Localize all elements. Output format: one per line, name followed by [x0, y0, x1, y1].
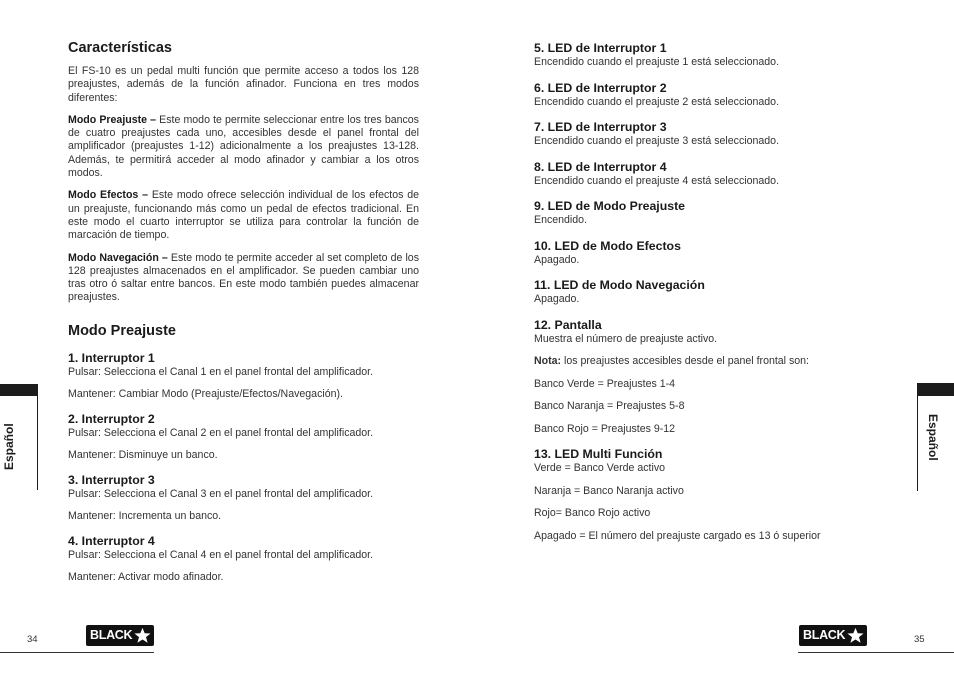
- multi-line: Rojo= Banco Rojo activo: [534, 507, 651, 519]
- led-item-8: [534, 160, 864, 189]
- footer-rule-right: [798, 652, 954, 653]
- brand-logo-text: BLACK: [803, 628, 846, 642]
- mode-label: Modo Navegación –: [68, 251, 168, 264]
- multi-heading: 13. LED Multi Función: [534, 447, 663, 461]
- led-item-11: [534, 278, 864, 307]
- led-item-5: [534, 41, 864, 70]
- note-text: los preajustes accesibles desde el panel frontal son:: [561, 355, 810, 367]
- switch-hold-text: Mantener: Incrementa un banco.: [68, 510, 222, 523]
- footer-rule-left: [0, 652, 154, 653]
- note-line: [534, 355, 864, 369]
- pantalla-heading: 12. Pantalla: [534, 317, 602, 332]
- brand-logo-text: BLACK: [90, 628, 133, 642]
- led-heading: 5. LED de Interruptor 1: [534, 41, 667, 55]
- mode-text: Este modo ofrece selección individual de los efectos de un preajuste, funcionando más como un pedal de efectos tradicional. En este modo el cuarto interruptor se utiliza para controlar la función de marcación de tiempo.: [68, 189, 419, 242]
- switch-item-2: [68, 412, 419, 463]
- led-heading: 10. LED de Modo Efectos: [534, 238, 681, 253]
- section-title-caracteristicas: Características: [68, 40, 172, 56]
- pantalla-text: Muestra el número de preajuste activo.: [534, 332, 718, 345]
- led-item-6: [534, 81, 864, 110]
- switch-press-text: Pulsar: Selecciona el Canal 2 en el panel frontal del amplificador.: [68, 426, 374, 439]
- bank-line: Banco Rojo = Preajustes 9-12: [534, 422, 676, 435]
- led-text: Apagado.: [534, 253, 580, 266]
- switch-heading: 1. Interruptor 1: [68, 350, 155, 365]
- led-item-7: [534, 120, 864, 149]
- switch-item-3: [68, 473, 419, 524]
- mode-paragraph-efectos: [68, 189, 419, 242]
- mode-label: Modo Efectos –: [68, 189, 149, 202]
- led-heading: 9. LED de Modo Preajuste: [534, 199, 686, 213]
- led-text: Encendido cuando el preajuste 4 está seleccionado.: [534, 174, 780, 187]
- page-number-right: 35: [914, 634, 925, 645]
- switch-heading: 4. Interruptor 4: [68, 533, 155, 548]
- mode-paragraph-preajuste: [68, 114, 419, 180]
- pantalla-item: [534, 318, 864, 437]
- page-number-left: 34: [27, 634, 38, 645]
- mode-paragraph-navegacion: [68, 252, 419, 305]
- note-label: Nota:: [534, 355, 562, 367]
- switch-item-4: [68, 534, 419, 585]
- switch-hold-text: Mantener: Cambiar Modo (Preajuste/Efectos/Navegación).: [68, 388, 343, 401]
- brand-logo-left: [86, 625, 154, 646]
- multi-line: Naranja = Banco Naranja activo: [534, 484, 684, 497]
- mode-text: Este modo te permite seleccionar entre los tres bancos de cuatro preajustes cada uno, accesibles desde el panel frontal del amplificador (preajustes 1-12) adicionalmente a los preajustes 13-128. Además, te permitirá acceder al modo afinador y cambiar a los otros modos.: [68, 113, 419, 180]
- star-icon: [134, 627, 151, 644]
- section-title-modo-preajuste: Modo Preajuste: [68, 322, 176, 339]
- right-page-content: [534, 41, 864, 543]
- led-text: Encendido cuando el preajuste 3 está seleccionado.: [534, 135, 780, 147]
- led-heading: 7. LED de Interruptor 3: [534, 120, 667, 134]
- led-heading: 11. LED de Modo Navegación: [534, 278, 705, 292]
- led-item-10: [534, 239, 864, 268]
- bank-line: Banco Verde = Preajustes 1-4: [534, 377, 676, 390]
- switch-heading: 2. Interruptor 2: [68, 411, 155, 426]
- switch-heading: 3. Interruptor 3: [68, 472, 155, 487]
- star-icon: [847, 627, 864, 644]
- switch-press-text: Pulsar: Selecciona el Canal 4 en el panel frontal del amplificador.: [68, 548, 374, 561]
- intro-paragraph: El FS-10 es un pedal multi función que permite acceso a todos los 128 preajustes, además de la función afinador. Funciona en tres modos diferentes:: [68, 65, 419, 104]
- led-heading: 6. LED de Interruptor 2: [534, 80, 667, 95]
- multi-function-item: [534, 447, 864, 543]
- side-tab-right-label: Español: [926, 414, 940, 461]
- mode-label: Modo Preajuste –: [68, 113, 157, 126]
- mode-text: Este modo te permite acceder al set completo de los 128 preajustes almacenados en el amplificador. Se pueden cambiar uno tras otro ó saltar entre bancos. En este modo también puedes almacenar preajustes.: [68, 251, 420, 304]
- switch-item-1: [68, 351, 419, 402]
- side-tab-left-label: Español: [2, 423, 16, 470]
- led-text: Apagado.: [534, 293, 580, 305]
- led-text: Encendido cuando el preajuste 2 está seleccionado.: [534, 95, 780, 108]
- multi-line: Apagado = El número del preajuste cargado es 13 ó superior: [534, 529, 821, 542]
- led-item-9: [534, 199, 864, 228]
- bank-line: Banco Naranja = Preajustes 5-8: [534, 400, 685, 412]
- multi-line: Verde = Banco Verde activo: [534, 462, 666, 474]
- switch-hold-text: Mantener: Activar modo afinador.: [68, 571, 224, 584]
- brand-logo-right: [799, 625, 867, 646]
- led-text: Encendido cuando el preajuste 1 está seleccionado.: [534, 56, 780, 68]
- led-text: Encendido.: [534, 214, 588, 226]
- left-page-content: [68, 40, 419, 595]
- switch-press-text: Pulsar: Selecciona el Canal 1 en el panel frontal del amplificador.: [68, 365, 374, 378]
- switch-press-text: Pulsar: Selecciona el Canal 3 en el panel frontal del amplificador.: [68, 487, 374, 500]
- switch-hold-text: Mantener: Disminuye un banco.: [68, 449, 218, 462]
- led-heading: 8. LED de Interruptor 4: [534, 159, 667, 174]
